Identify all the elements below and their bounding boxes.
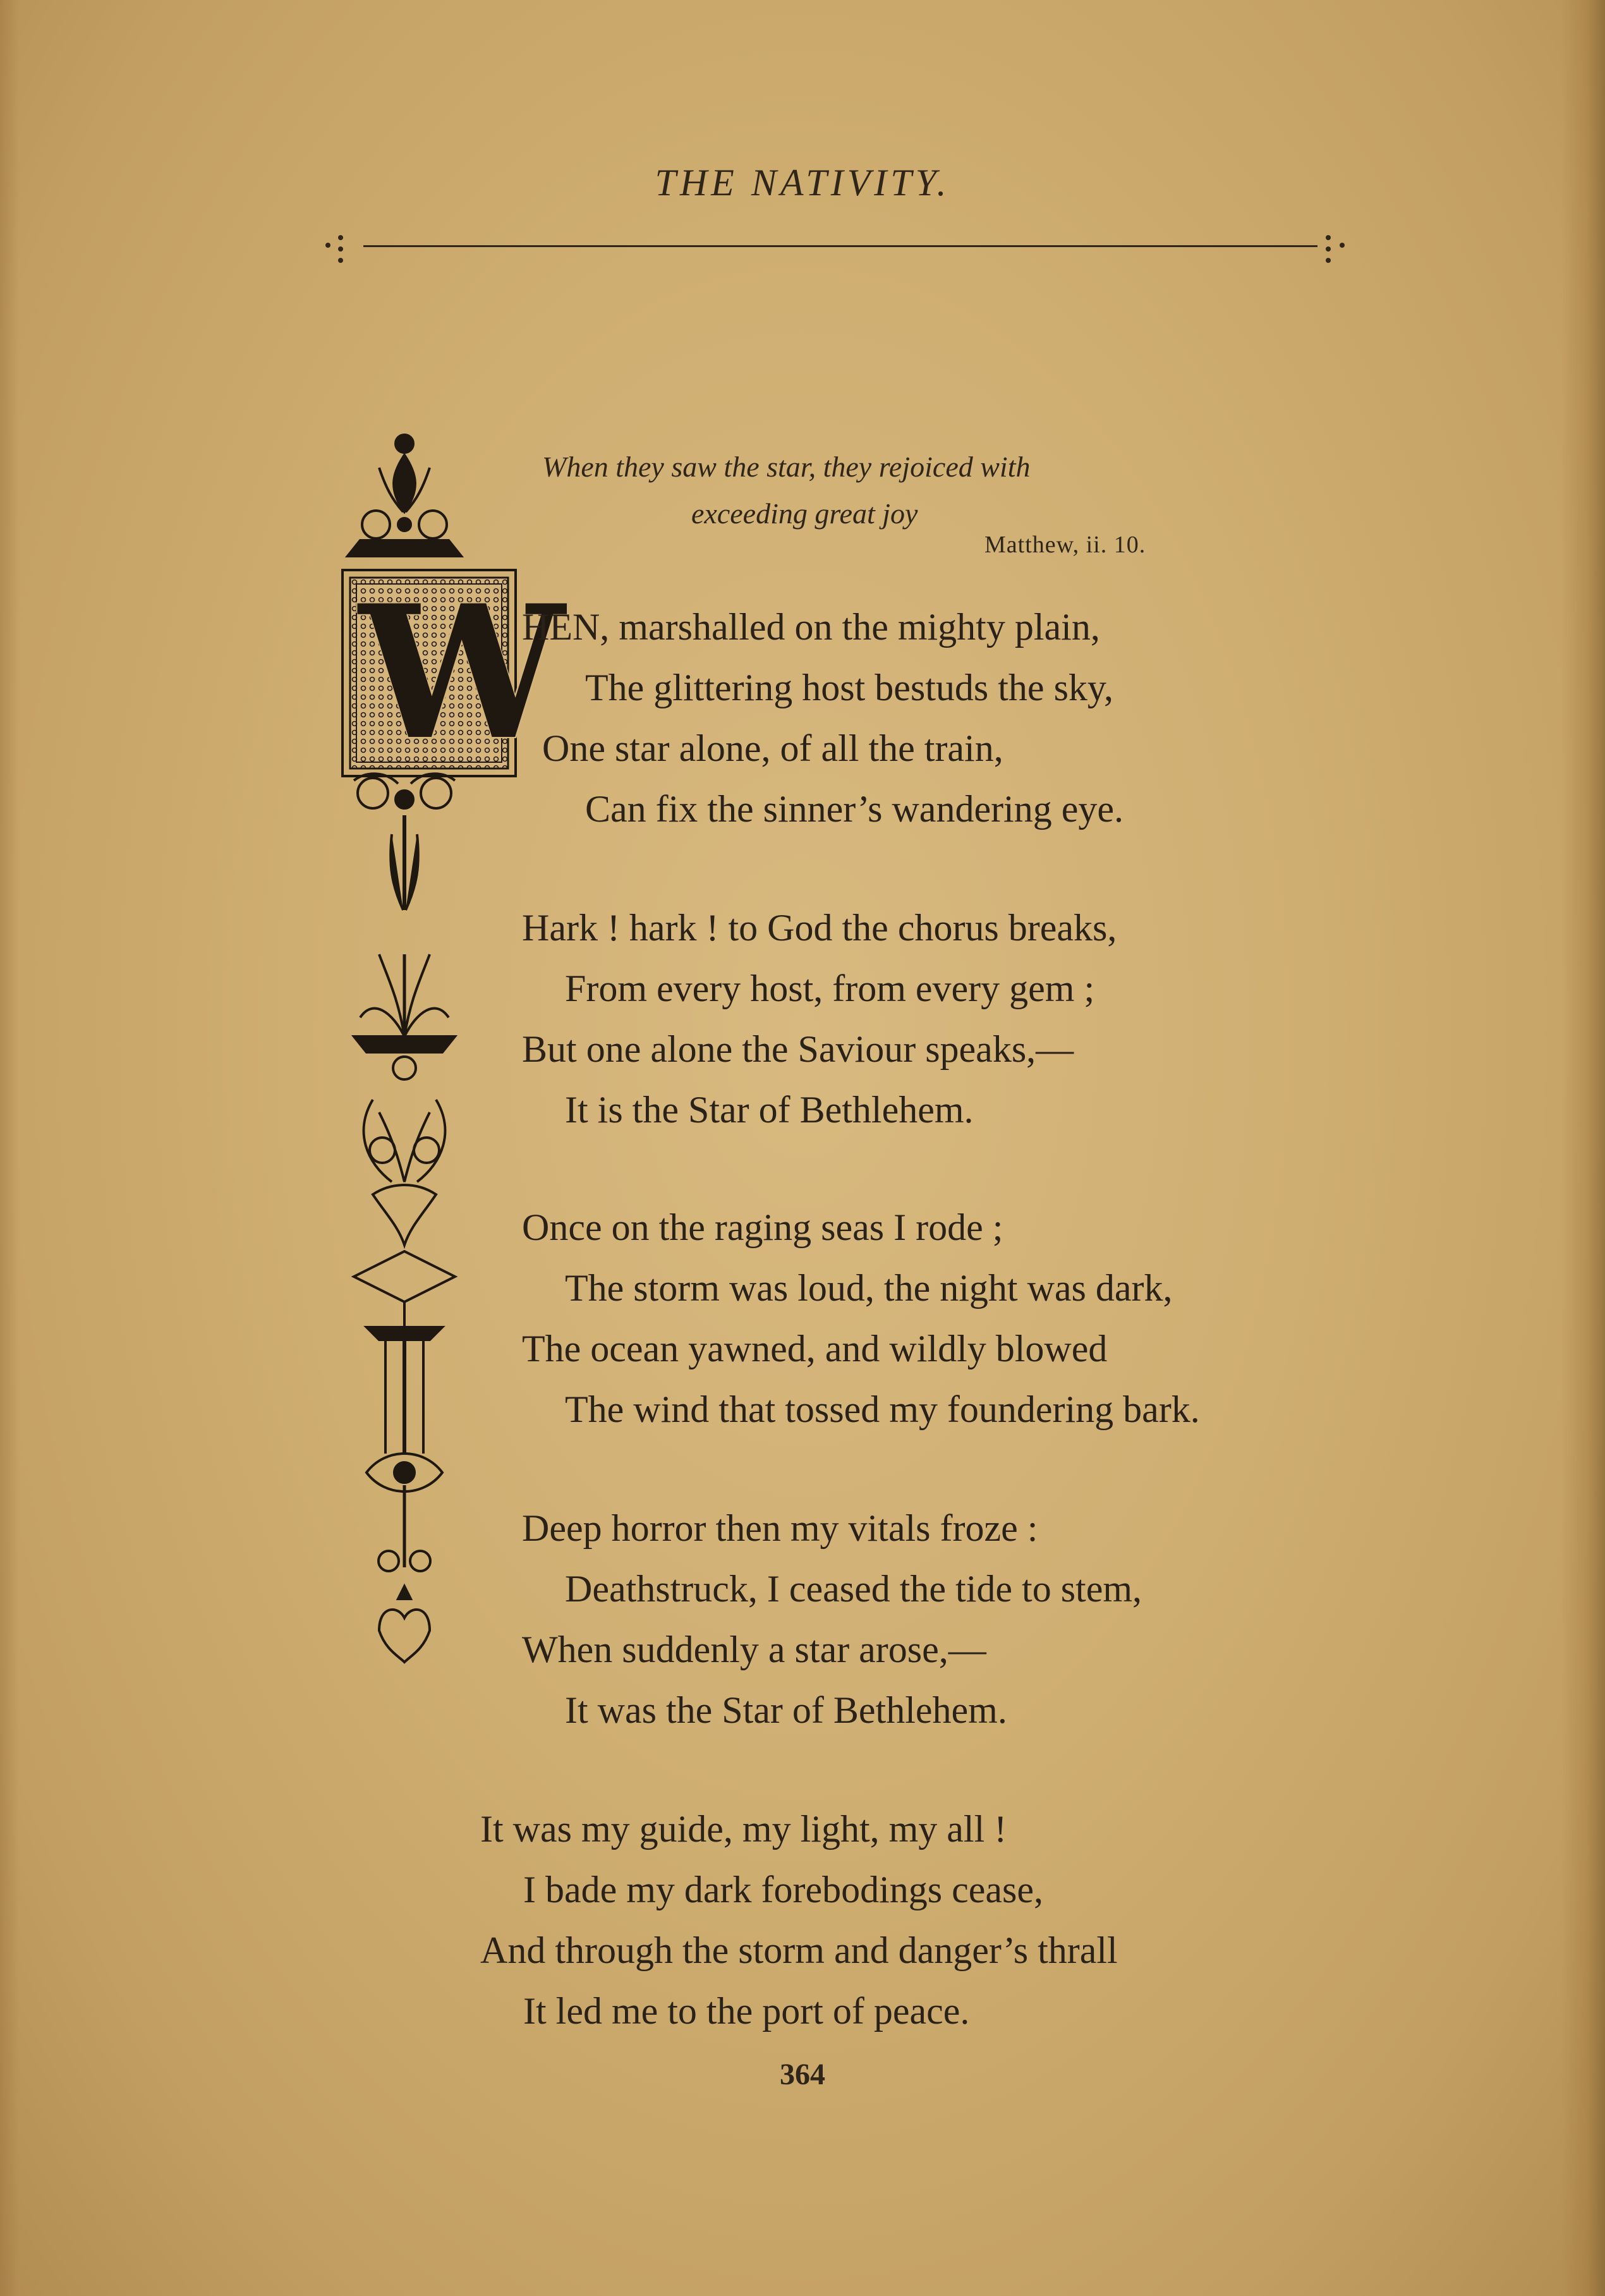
poem-line: When suddenly a star arose,— (522, 1629, 986, 1670)
page-edge-left (0, 0, 19, 2296)
page-number: 364 (780, 2058, 825, 2091)
poem-line: I bade my dark forebodings cease, (523, 1869, 1044, 1910)
poem-line: The wind that tossed my foundering bark. (565, 1388, 1200, 1430)
poem-line: It was my guide, my light, my all ! (480, 1808, 1007, 1850)
poem-line: Can fix the sinner’s wandering eye. (585, 788, 1124, 830)
poem-line: The ocean yawned, and wildly blowed (522, 1328, 1108, 1370)
poem-line: It is the Star of Bethlehem. (565, 1089, 974, 1131)
dot-cluster-icon (319, 221, 357, 272)
poem-line: But one alone the Saviour speaks,— (522, 1028, 1074, 1070)
running-head: THE NATIVITY. (655, 162, 950, 203)
poem-line: The storm was loud, the night was dark, (565, 1267, 1173, 1309)
drop-cap (341, 566, 565, 781)
poem-line: Deep horror then my vitals froze : (522, 1507, 1038, 1549)
poem-line: Deathstruck, I ceased the tide to stem, (565, 1568, 1142, 1610)
poem-line: It was the Star of Bethlehem. (565, 1689, 1007, 1731)
poem-line: The glittering host bestuds the sky, (585, 667, 1114, 708)
dot-cluster-icon (1321, 221, 1359, 272)
poem-line: HEN, marshalled on the mighty plain, (522, 606, 1100, 648)
poem-line: It led me to the port of peace. (523, 1990, 970, 2032)
poem-line: One star alone, of all the train, (542, 727, 1003, 769)
poem-line: Hark ! hark ! to God the chorus breaks, (522, 907, 1117, 949)
epigraph-line-2: exceeding great joy (691, 497, 918, 530)
epigraph-citation: Matthew, ii. 10. (984, 531, 1146, 558)
poem-line: Once on the raging seas I rode ; (522, 1206, 1003, 1248)
page-edge-right (1561, 0, 1605, 2296)
poem-line: From every host, from every gem ; (565, 968, 1095, 1009)
drop-cap-letter: W (359, 566, 565, 781)
header-rule (363, 245, 1317, 247)
epigraph-line-1: When they saw the star, they rejoiced with (542, 451, 1031, 483)
poem-line: And through the storm and danger’s thrall (480, 1929, 1118, 1971)
